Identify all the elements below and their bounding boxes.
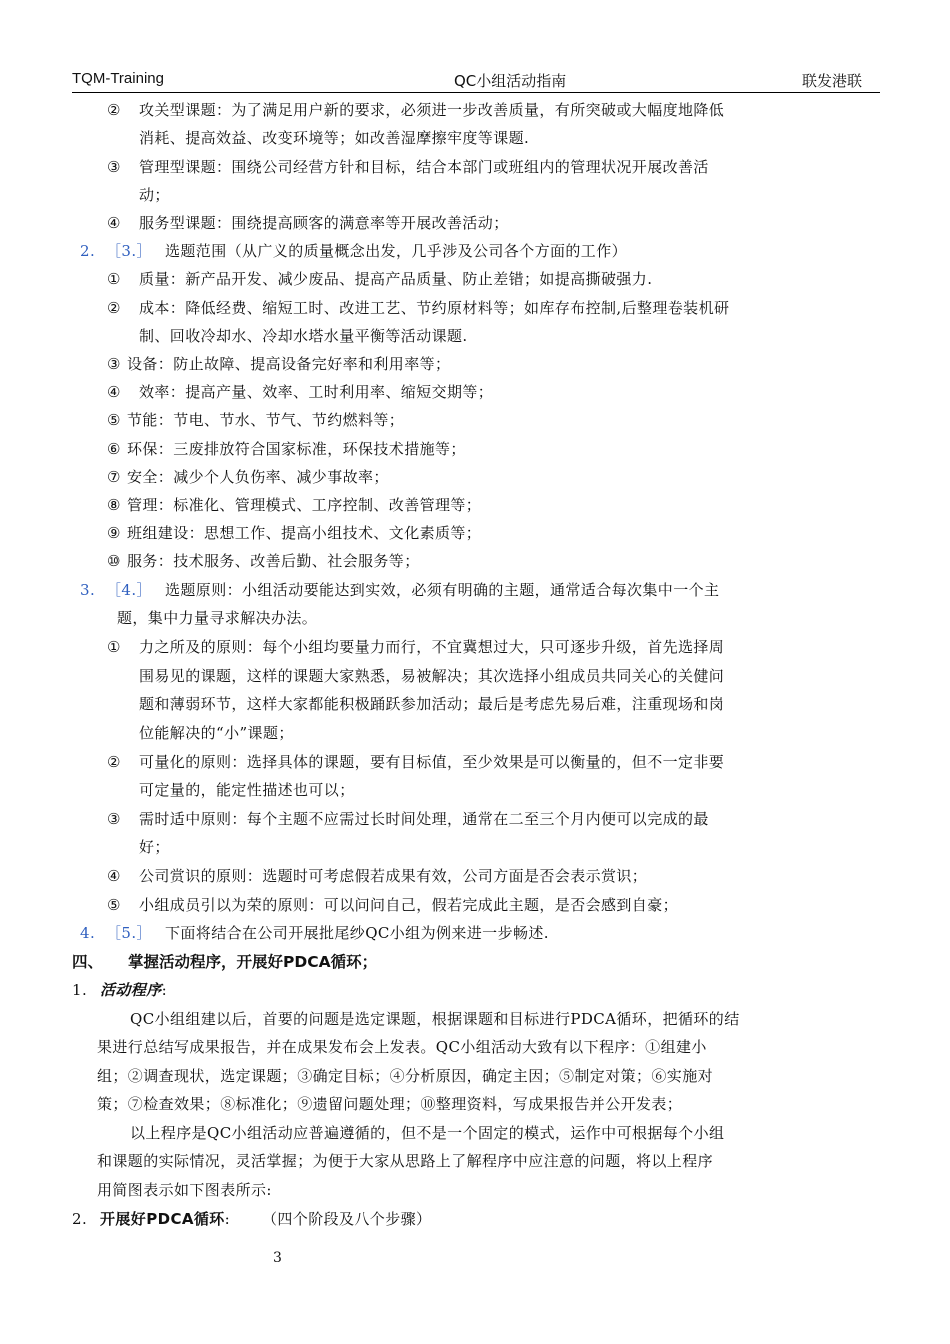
item-heading: 选题范围（从广义的质量概念出发，几乎涉及公司各个方面的工作）	[165, 242, 628, 260]
principle-text: 题和薄弱环节，这样大家都能积极踊跃参加活动；最后是考虑先易后难，注重现场和岗	[139, 695, 725, 713]
principle-text: 力之所及的原则：每个小组均要量力而行，不宜冀想过大，只可逐步升级，首先选择周	[139, 638, 725, 656]
scope-marker: ⑧	[107, 496, 121, 514]
principle-text: 可量化的原则：选择具体的课题，要有目标值，至少效果是可以衡量的，但不一定非要	[139, 753, 725, 771]
item-marker: ④	[107, 214, 121, 232]
reference-mark: ［4.］	[106, 581, 152, 599]
item-text: 攻关型课题：为了满足用户新的要求，必须进一步改善质量，有所突破或大幅度地降低	[139, 101, 725, 119]
item-marker: ③	[107, 158, 121, 176]
principle-text: 围易见的课题，这样的课题大家熟悉，易被解决；其次选择小组成员共同关心的关健问	[139, 667, 725, 685]
subsection-title: 开展好PDCA循环	[100, 1210, 225, 1228]
paragraph-line: 以上程序是QC小组活动应普遍遵循的，但不是一个固定的模式，运作中可根据每个小组	[130, 1124, 725, 1142]
scope-text: 效率：提高产量、效率、工时利用率、缩短交期等；	[139, 383, 494, 401]
scope-text: 安全：减少个人负伤率、减少事故率；	[127, 468, 389, 486]
scope-text: 环保：三废排放符合国家标准，环保技术措施等；	[127, 440, 466, 458]
paragraph-line: 用简图表示如下图表所示:	[97, 1181, 272, 1199]
subsection-heading: 开展好PDCA循环:	[100, 1210, 231, 1228]
scope-marker: ⑦	[107, 468, 121, 486]
scope-marker: ⑥	[107, 440, 121, 458]
item-text: 动；	[139, 186, 170, 204]
list-number: 4.	[80, 924, 96, 942]
section-number: 四、	[72, 953, 104, 971]
principle-text: 公司赏识的原则：选题时可考虑假若成果有效，公司方面是否会表示赏识；	[139, 867, 648, 885]
reference-mark: ［3.］	[106, 242, 152, 260]
principle-marker: ④	[107, 867, 121, 885]
scope-marker: ⑨	[107, 524, 121, 542]
item-heading: 题，集中力量寻求解决办法。	[117, 609, 318, 627]
header-title: QC小组活动指南	[454, 72, 567, 90]
list-number: 2.	[80, 242, 96, 260]
header-company: 联发港联	[801, 72, 862, 90]
scope-marker: ⑩	[107, 552, 121, 570]
subsection-number: 2.	[72, 1210, 88, 1228]
principle-text: 位能解决的“小”课题；	[139, 724, 294, 742]
scope-text: 管理：标准化、管理模式、工序控制、改善管理等；	[127, 496, 482, 514]
principle-text: 需时适中原则：每个主题不应需过长时间处理，通常在二至三个月内便可以完成的最	[139, 810, 709, 828]
scope-text: 班组建设：思想工作、提高小组技术、文化素质等；	[127, 524, 482, 542]
principle-marker: ③	[107, 810, 121, 828]
principle-marker: ⑤	[107, 896, 121, 914]
item-text: 消耗、提高效益、改变环境等；如改善湿摩擦牢度等课题.	[139, 129, 530, 147]
principle-marker: ②	[107, 753, 121, 771]
section-title: 掌握活动程序，开展好PDCA循环；	[128, 953, 378, 971]
item-marker: ②	[107, 101, 121, 119]
principle-marker: ①	[107, 638, 121, 656]
header-left: TQM-Training	[72, 70, 164, 87]
paragraph-line: QC小组组建以后，首要的问题是选定课题，根据课题和目标进行PDCA循环，把循环的结	[130, 1010, 740, 1028]
scope-marker: ③	[107, 355, 121, 373]
subsection-heading: 活动程序:	[100, 981, 168, 999]
scope-text: 节能：节电、节水、节气、节约燃料等；	[127, 411, 405, 429]
item-heading: 下面将结合在公司开展批尾纱QC小组为例来进一步畅述.	[165, 924, 549, 942]
scope-marker: ②	[107, 299, 121, 317]
scope-marker: ④	[107, 383, 121, 401]
list-number: 3.	[80, 581, 96, 599]
scope-text: 设备：防止故障、提高设备完好率和利用率等；	[127, 355, 451, 373]
subsection-note: （四个阶段及八个步骤）	[262, 1210, 432, 1228]
item-text: 管理型课题：围绕公司经营方针和目标，结合本部门或班组内的管理状况开展改善活	[139, 158, 709, 176]
scope-marker: ①	[107, 270, 121, 288]
page-number: 3	[273, 1250, 282, 1266]
principle-text: 小组成员引以为荣的原则：可以问问自己，假若完成此主题，是否会感到自豪；	[139, 896, 679, 914]
scope-text: 质量：新产品开发、减少废品、提高产品质量、防止差错；如提高撕破强力.	[139, 270, 653, 288]
scope-text: 服务：技术服务、改善后勤、社会服务等；	[127, 552, 420, 570]
scope-text: 成本：降低经费、缩短工时、改进工艺、节约原材料等；如库存布控制,后整理卷装机研	[139, 299, 730, 317]
subsection-number: 1.	[72, 981, 88, 999]
reference-mark: ［5.］	[106, 924, 152, 942]
paragraph-line: 果进行总结写成果报告，并在成果发布会上发表。QC小组活动大致有以下程序：①组建小	[97, 1038, 707, 1056]
paragraph-line: 和课题的实际情况，灵活掌握；为便于大家从思路上了解程序中应注意的问题，将以上程序	[97, 1152, 714, 1170]
scope-text: 制、回收冷却水、冷却水塔水量平衡等活动课题.	[139, 327, 468, 345]
paragraph-line: 组；②调查现状，选定课题；③确定目标；④分析原因，确定主因；⑤制定对策；⑥实施对	[97, 1067, 714, 1085]
scope-marker: ⑤	[107, 411, 121, 429]
item-text: 服务型课题：围绕提高顾客的满意率等开展改善活动；	[139, 214, 509, 232]
principle-text: 好；	[139, 838, 170, 856]
paragraph-line: 策；⑦检查效果；⑧标准化；⑨遗留问题处理；⑩整理资料，写成果报告并公开发表；	[97, 1095, 683, 1113]
page-header	[72, 70, 880, 93]
item-heading: 选题原则：小组活动要能达到实效，必须有明确的主题，通常适合每次集中一个主	[165, 581, 720, 599]
principle-text: 可定量的，能定性描述也可以；	[139, 781, 355, 799]
subsection-title: 活动程序	[100, 981, 162, 999]
